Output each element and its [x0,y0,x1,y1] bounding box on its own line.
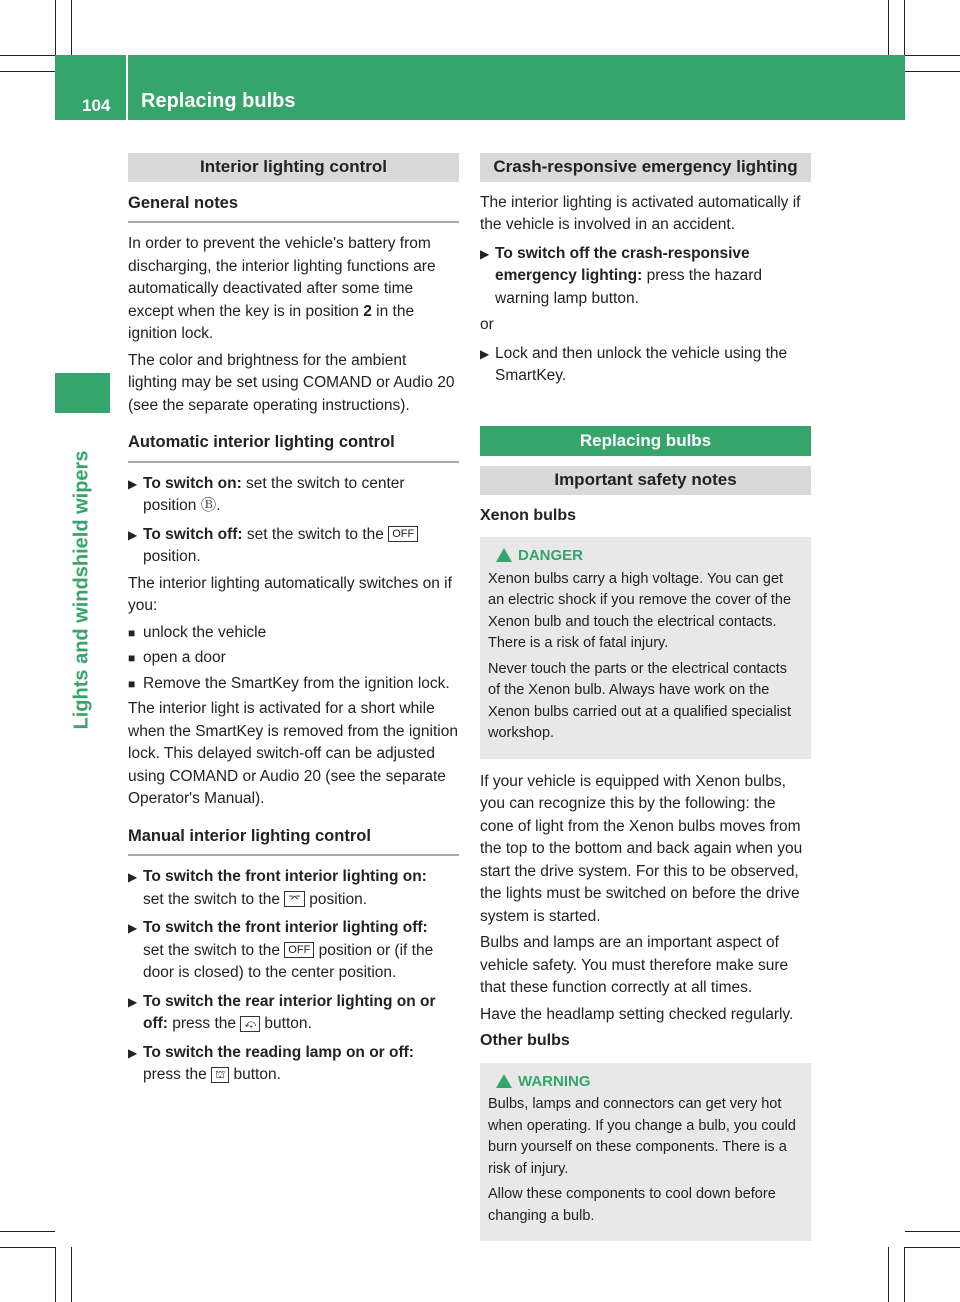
section-heading: Crash-responsive emergency lighting [480,153,811,182]
xenon-heading: Xenon bulbs [480,506,576,524]
front-light-icon: ⌤ [284,891,305,907]
section-heading: Interior lighting control [128,153,459,182]
crop-mark [55,1247,56,1302]
right-column [480,150,811,1253]
warning-text: Bulbs, lamps and connectors can get very hot when operating. If you change a bulb, you could burn yourself on these components. There is a risk of injury. [488,1096,796,1177]
off-switch-icon: OFF [284,942,314,958]
paragraph: If your vehicle is equipped with Xenon bulbs, you can recognize this by the following: the cone of light from the Xenon bulbs moves from the top to the bottom and back again when you start the drive system. For this to be observed, the lights must be switched on before the drive system is started. [480,772,803,925]
chapter-tab-marker [55,373,110,413]
paragraph: or [480,316,494,333]
instruction-step: ▶ To switch the reading lamp on or off: press the ⛫ button. [128,1043,414,1083]
paragraph: The interior lighting automatically switches on if you: [128,574,452,614]
rear-light-icon: ⤽ [240,1016,260,1032]
warning-title: WARNING [488,1071,803,1093]
instruction-step: ▶ To switch the rear interior lighting on or off: press the ⤽ button. [128,992,436,1032]
crop-mark [0,1231,55,1232]
left-column [128,150,459,1091]
crop-mark [905,1231,960,1232]
crop-mark [888,1247,889,1302]
paragraph: In order to prevent the vehicle's battery from discharging, the interior lighting functions are automatically deactivated after some time except when the key is in position 2 in the ignition lock. [128,235,436,342]
instruction-step: ▶ To switch the front interior lighting off: set the switch to the OFF position or (if the door is closed) to the center position. [128,919,434,981]
warning-text: Allow these components to cool down before changing a bulb. [488,1186,776,1224]
paragraph: The interior light is activated for a short while when the SmartKey is removed from the ignition lock. This delayed switch-off can be adjusted using COMAND or Audio 20 (see the separate Operator's Manual). [128,700,458,807]
warning-triangle-icon [496,548,512,562]
section-heading: Important safety notes [480,466,811,495]
list-item: ■ unlock the vehicle [128,622,459,645]
step-arrow-icon: ▶ [128,527,138,542]
general-notes-heading: General notes [128,192,459,224]
step-arrow-icon: ▶ [128,994,138,1009]
danger-text: Xenon bulbs carry a high voltage. You can get an electric shock if you remove the cover of the Xenon bulb and touch the electrical contacts. There is a risk of fatal injury. [488,570,792,651]
other-bulbs-heading: Other bulbs [480,1032,570,1049]
crop-mark [0,1247,55,1248]
crop-mark [904,0,905,55]
step-arrow-icon: ▶ [128,1045,138,1060]
instruction-step: ▶ To switch the front interior lighting on: set the switch to the ⌤ position. [128,868,427,908]
crop-mark [905,55,960,56]
step-arrow-icon: ▶ [128,870,138,884]
off-switch-icon: OFF [388,526,418,542]
crop-mark [55,0,56,55]
page-title: Replacing bulbs [141,90,296,112]
instruction-step: ▶ To switch on: set the switch to center position Ⓑ. [128,474,405,514]
reading-lamp-icon: ⛫ [211,1067,229,1083]
bullet-icon: ■ [128,676,136,691]
paragraph: Bulbs and lamps are an important aspect of vehicle safety. You must therefore make sure that these function correctly at all times. [480,934,789,996]
chapter-tab [62,420,102,760]
crop-mark [904,1247,905,1302]
crop-mark [0,71,55,72]
danger-box [480,537,811,759]
list-item: ■ Remove the SmartKey from the ignition lock. [128,673,459,696]
paragraph: The color and brightness for the ambient lighting may be set using COMAND or Audio 20 (see the separate operating instructions). [128,351,455,414]
paragraph: The interior lighting is activated automatically if the vehicle is involved in an accident. [480,193,801,233]
danger-text: Never touch the parts or the electrical contacts of the Xenon bulb. Always have work on the Xenon bulbs carried out at a qualified specialist workshop. [488,660,792,741]
step-arrow-icon: ▶ [480,246,490,261]
step-arrow-icon: ▶ [128,476,138,491]
crop-mark [71,1247,72,1302]
instruction-step: ▶ To switch off: set the switch to the OFF position. [128,524,459,569]
danger-title: DANGER [488,545,803,567]
bullet-icon: ■ [128,651,136,665]
step-arrow-icon: ▶ [128,921,138,935]
header-divider [126,55,128,120]
page-number: 104 [82,96,111,115]
instruction-step: ▶ Lock and then unlock the vehicle using the SmartKey. [480,344,788,384]
paragraph: Have the headlamp setting checked regularly. [480,1005,794,1023]
instruction-step: ▶ To switch off the crash-responsive emergency lighting: press the hazard warning lamp button. [480,244,763,307]
position-symbol-icon: Ⓑ [200,497,217,514]
warning-box [480,1063,811,1242]
crop-mark [888,0,889,55]
step-arrow-icon: ▶ [480,346,490,361]
bullet-icon: ■ [128,625,136,640]
manual-heading: Manual interior lighting control [128,825,459,857]
crop-mark [0,55,55,56]
auto-heading: Automatic interior lighting control [128,431,459,463]
warning-triangle-icon [496,1074,512,1088]
list-item: ■ open a door [128,647,459,670]
crop-mark [905,1247,960,1248]
crop-mark [905,71,960,72]
chapter-section-heading: Replacing bulbs [480,426,811,457]
chapter-tab-label: Lights and windshield wipers [70,450,93,730]
crop-mark [71,0,72,55]
